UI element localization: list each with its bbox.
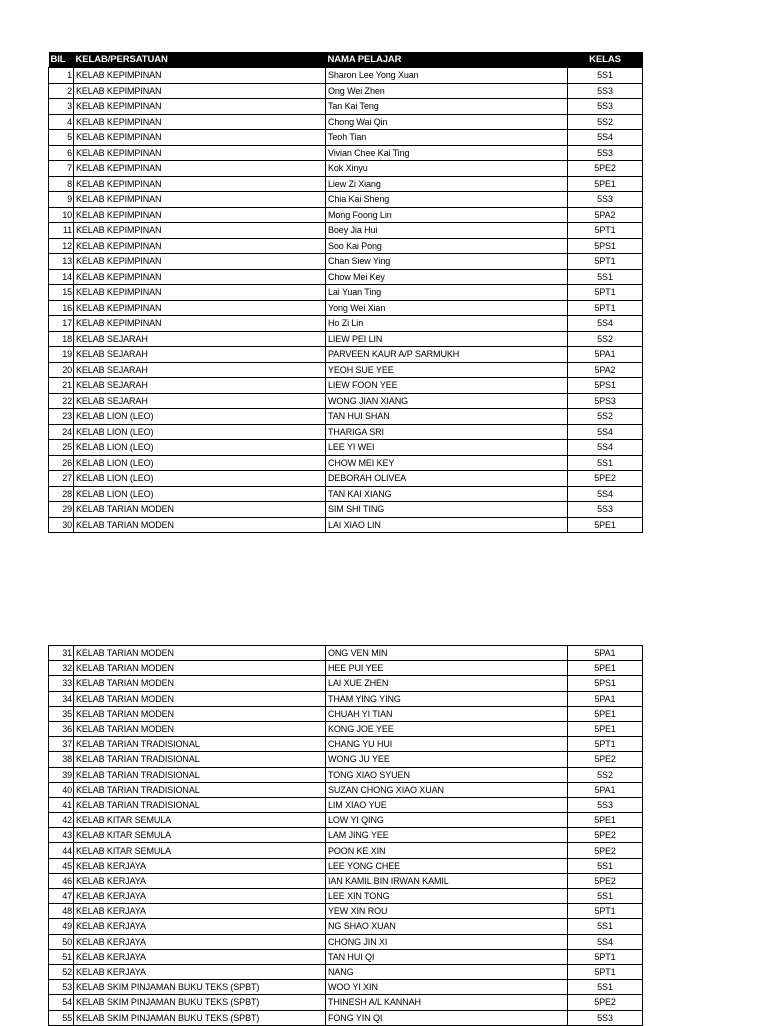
cell-kelas: 5PA1 (568, 782, 643, 797)
table-row (49, 393, 643, 409)
cell-kelas: 5PA1 (568, 691, 643, 706)
cell-bil: 45 (49, 858, 74, 873)
student-club-table-2 (48, 645, 643, 1026)
cell-kelas: 5PT1 (568, 300, 643, 316)
cell-bil: 9 (49, 192, 74, 208)
cell-nama: NANG (326, 964, 568, 979)
cell-bil: 46 (49, 873, 74, 888)
table-row (49, 331, 643, 347)
cell-nama: LAI XUE ZHEN (326, 676, 568, 691)
table-row (49, 192, 643, 208)
cell-bil: 49 (49, 919, 74, 934)
cell-bil: 28 (49, 486, 74, 502)
cell-nama: THAM YING YING (326, 691, 568, 706)
cell-bil: 16 (49, 300, 74, 316)
cell-nama: LAM JING YEE (326, 828, 568, 843)
cell-kelab: KELAB LION (LEO) (74, 486, 326, 502)
table-row (49, 858, 643, 873)
cell-kelab: KELAB SEJARAH (74, 362, 326, 378)
cell-kelab: KELAB KEPIMPINAN (74, 285, 326, 301)
cell-bil: 42 (49, 813, 74, 828)
cell-bil: 22 (49, 393, 74, 409)
cell-nama: LOW YI QING (326, 813, 568, 828)
cell-bil: 39 (49, 767, 74, 782)
table-row (49, 904, 643, 919)
cell-bil: 13 (49, 254, 74, 270)
cell-nama: Mong Foong Lin (326, 207, 568, 223)
cell-kelas: 5PE2 (568, 471, 643, 487)
cell-kelab: KELAB KERJAYA (74, 934, 326, 949)
cell-bil: 26 (49, 455, 74, 471)
cell-bil: 6 (49, 145, 74, 161)
table-row (49, 661, 643, 676)
table-row (49, 813, 643, 828)
cell-nama: POON KE XIN (326, 843, 568, 858)
cell-kelas: 5S4 (568, 316, 643, 332)
table-row (49, 889, 643, 904)
cell-kelas: 5PE2 (568, 873, 643, 888)
cell-kelab: KELAB KEPIMPINAN (74, 192, 326, 208)
cell-nama: Sharon Lee Yong Xuan (326, 68, 568, 84)
cell-kelas: 5S3 (568, 1010, 643, 1025)
cell-kelab: KELAB KERJAYA (74, 904, 326, 919)
cell-bil: 53 (49, 980, 74, 995)
cell-kelas: 5S3 (568, 192, 643, 208)
cell-bil: 17 (49, 316, 74, 332)
table-row (49, 646, 643, 661)
cell-kelas: 5PE2 (568, 161, 643, 177)
table-row (49, 440, 643, 456)
header-nama: NAMA PELAJAR (326, 52, 568, 68)
table-row (49, 706, 643, 721)
cell-nama: Soo Kai Pong (326, 238, 568, 254)
table-row (49, 424, 643, 440)
table-row (49, 223, 643, 239)
cell-nama: LIEW FOON YEE (326, 378, 568, 394)
header-kelas: KELAS (568, 52, 643, 68)
cell-kelab: KELAB SKIM PINJAMAN BUKU TEKS (SPBT) (74, 995, 326, 1010)
table-row (49, 347, 643, 363)
cell-nama: HEE PUI YEE (326, 661, 568, 676)
cell-bil: 50 (49, 934, 74, 949)
table-row (49, 130, 643, 146)
cell-kelas: 5S2 (568, 767, 643, 782)
cell-bil: 14 (49, 269, 74, 285)
cell-kelab: KELAB LION (LEO) (74, 424, 326, 440)
cell-kelas: 5PE1 (568, 706, 643, 721)
table-row (49, 934, 643, 949)
table-row (49, 919, 643, 934)
cell-kelas: 5S1 (568, 858, 643, 873)
table-row (49, 285, 643, 301)
cell-nama: THARIGA SRI (326, 424, 568, 440)
cell-nama: Chong Wai Qin (326, 114, 568, 130)
cell-kelab: KELAB TARIAN TRADISIONAL (74, 767, 326, 782)
cell-bil: 27 (49, 471, 74, 487)
cell-bil: 1 (49, 68, 74, 84)
table-row (49, 995, 643, 1010)
cell-nama: Lai Yuan Ting (326, 285, 568, 301)
cell-kelas: 5PT1 (568, 285, 643, 301)
cell-kelab: KELAB SKIM PINJAMAN BUKU TEKS (SPBT) (74, 980, 326, 995)
cell-nama: YEOH SUE YEE (326, 362, 568, 378)
cell-kelas: 5S3 (568, 99, 643, 115)
cell-nama: SUZAN CHONG XIAO XUAN (326, 782, 568, 797)
cell-kelab: KELAB KITAR SEMULA (74, 813, 326, 828)
cell-nama: WOO YI XIN (326, 980, 568, 995)
cell-kelab: KELAB KEPIMPINAN (74, 300, 326, 316)
cell-kelab: KELAB KEPIMPINAN (74, 254, 326, 270)
cell-kelas: 5PE2 (568, 995, 643, 1010)
cell-bil: 35 (49, 706, 74, 721)
cell-kelas: 5PE2 (568, 843, 643, 858)
table-row (49, 161, 643, 177)
header-kelab: KELAB/PERSATUAN (74, 52, 326, 68)
table-row (49, 828, 643, 843)
cell-kelab: KELAB KEPIMPINAN (74, 161, 326, 177)
table-row (49, 486, 643, 502)
cell-bil: 11 (49, 223, 74, 239)
cell-bil: 18 (49, 331, 74, 347)
table-row (49, 269, 643, 285)
cell-bil: 41 (49, 797, 74, 812)
cell-nama: LEE YI WEI (326, 440, 568, 456)
cell-kelab: KELAB TARIAN MODEN (74, 517, 326, 533)
cell-kelas: 5PE2 (568, 828, 643, 843)
cell-kelab: KELAB LION (LEO) (74, 409, 326, 425)
cell-kelas: 5S4 (568, 424, 643, 440)
cell-kelab: KELAB KEPIMPINAN (74, 223, 326, 239)
cell-nama: CHUAH YI TIAN (326, 706, 568, 721)
cell-nama: KONG JOE YEE (326, 721, 568, 736)
cell-kelab: KELAB SEJARAH (74, 378, 326, 394)
cell-kelab: KELAB SEJARAH (74, 331, 326, 347)
cell-bil: 2 (49, 83, 74, 99)
cell-nama: LAI XIAO LIN (326, 517, 568, 533)
cell-kelas: 5PA2 (568, 207, 643, 223)
cell-bil: 33 (49, 676, 74, 691)
cell-nama: YEW XIN ROU (326, 904, 568, 919)
cell-bil: 29 (49, 502, 74, 518)
cell-nama: TONG XIAO SYUEN (326, 767, 568, 782)
cell-kelas: 5S4 (568, 440, 643, 456)
cell-kelas: 5PT1 (568, 964, 643, 979)
header-row (49, 52, 643, 68)
cell-kelas: 5PE1 (568, 661, 643, 676)
cell-bil: 40 (49, 782, 74, 797)
table-header (49, 52, 643, 68)
cell-nama: Ong Wei Zhen (326, 83, 568, 99)
cell-kelab: KELAB KERJAYA (74, 949, 326, 964)
cell-bil: 51 (49, 949, 74, 964)
cell-kelas: 5PE1 (568, 721, 643, 736)
cell-kelab: KELAB TARIAN TRADISIONAL (74, 752, 326, 767)
cell-nama: NG SHAO XUAN (326, 919, 568, 934)
cell-kelas: 5PE1 (568, 813, 643, 828)
cell-kelas: 5PA1 (568, 646, 643, 661)
cell-kelas: 5S3 (568, 83, 643, 99)
cell-kelab: KELAB KEPIMPINAN (74, 68, 326, 84)
cell-kelas: 5PT1 (568, 904, 643, 919)
cell-nama: Chia Kai Sheng (326, 192, 568, 208)
cell-kelab: KELAB TARIAN TRADISIONAL (74, 737, 326, 752)
cell-nama: LIEW PEI LIN (326, 331, 568, 347)
cell-kelas: 5S3 (568, 145, 643, 161)
cell-kelas: 5PT1 (568, 737, 643, 752)
cell-bil: 7 (49, 161, 74, 177)
table-row (49, 517, 643, 533)
cell-kelab: KELAB KERJAYA (74, 873, 326, 888)
cell-bil: 10 (49, 207, 74, 223)
cell-nama: Tan Kai Teng (326, 99, 568, 115)
cell-nama: Chow Mei Key (326, 269, 568, 285)
table-row (49, 99, 643, 115)
table-row (49, 455, 643, 471)
cell-nama: CHOW MEI KEY (326, 455, 568, 471)
table-row (49, 176, 643, 192)
cell-kelab: KELAB KEPIMPINAN (74, 114, 326, 130)
cell-bil: 24 (49, 424, 74, 440)
cell-kelab: KELAB TARIAN MODEN (74, 706, 326, 721)
cell-kelab: KELAB TARIAN MODEN (74, 676, 326, 691)
cell-nama: Vivian Chee Kai Ting (326, 145, 568, 161)
cell-bil: 44 (49, 843, 74, 858)
table-row (49, 254, 643, 270)
cell-bil: 21 (49, 378, 74, 394)
cell-nama: DEBORAH OLIVEA (326, 471, 568, 487)
cell-kelab: KELAB KERJAYA (74, 964, 326, 979)
cell-nama: Liew Zi Xiang (326, 176, 568, 192)
cell-bil: 47 (49, 889, 74, 904)
cell-bil: 36 (49, 721, 74, 736)
cell-kelas: 5S4 (568, 934, 643, 949)
cell-kelas: 5PS1 (568, 676, 643, 691)
cell-nama: LEE XIN TONG (326, 889, 568, 904)
cell-nama: TAN KAI XIANG (326, 486, 568, 502)
cell-kelas: 5PA2 (568, 362, 643, 378)
cell-nama: CHONG JIN XI (326, 934, 568, 949)
table-row (49, 409, 643, 425)
cell-kelab: KELAB KEPIMPINAN (74, 176, 326, 192)
cell-kelab: KELAB KEPIMPINAN (74, 269, 326, 285)
header-bil: BIL (49, 52, 74, 68)
table-row (49, 721, 643, 736)
cell-kelab: KELAB KITAR SEMULA (74, 828, 326, 843)
cell-bil: 15 (49, 285, 74, 301)
cell-nama: WONG JU YEE (326, 752, 568, 767)
table-row (49, 316, 643, 332)
cell-nama: WONG JIAN XIANG (326, 393, 568, 409)
cell-kelas: 5S2 (568, 409, 643, 425)
cell-bil: 12 (49, 238, 74, 254)
table-row (49, 207, 643, 223)
cell-kelas: 5S1 (568, 68, 643, 84)
cell-kelab: KELAB SEJARAH (74, 347, 326, 363)
cell-kelas: 5PT1 (568, 254, 643, 270)
cell-bil: 4 (49, 114, 74, 130)
table-row (49, 752, 643, 767)
cell-bil: 48 (49, 904, 74, 919)
cell-nama: THINESH A/L KANNAH (326, 995, 568, 1010)
cell-nama: SIM SHI TING (326, 502, 568, 518)
cell-bil: 34 (49, 691, 74, 706)
cell-kelab: KELAB KEPIMPINAN (74, 83, 326, 99)
cell-bil: 30 (49, 517, 74, 533)
cell-bil: 19 (49, 347, 74, 363)
cell-kelab: KELAB TARIAN TRADISIONAL (74, 782, 326, 797)
table-row (49, 238, 643, 254)
cell-kelas: 5PS1 (568, 238, 643, 254)
cell-kelab: KELAB TARIAN TRADISIONAL (74, 797, 326, 812)
cell-kelas: 5S1 (568, 889, 643, 904)
cell-nama: TAN HUI SHAN (326, 409, 568, 425)
cell-nama: Ho Zi Lin (326, 316, 568, 332)
cell-kelab: KELAB KERJAYA (74, 919, 326, 934)
table-row (49, 68, 643, 84)
cell-nama: PARVEEN KAUR A/P SARMUKH (326, 347, 568, 363)
cell-nama: Yong Wei Xian (326, 300, 568, 316)
table-row (49, 767, 643, 782)
cell-kelas: 5S3 (568, 797, 643, 812)
cell-kelas: 5PA1 (568, 347, 643, 363)
table-row (49, 964, 643, 979)
cell-kelab: KELAB LION (LEO) (74, 471, 326, 487)
cell-kelas: 5S1 (568, 919, 643, 934)
cell-bil: 43 (49, 828, 74, 843)
cell-bil: 32 (49, 661, 74, 676)
cell-kelab: KELAB SEJARAH (74, 393, 326, 409)
cell-bil: 37 (49, 737, 74, 752)
cell-kelab: KELAB LION (LEO) (74, 440, 326, 456)
cell-nama: CHANG YU HUI (326, 737, 568, 752)
cell-nama: FONG YIN QI (326, 1010, 568, 1025)
cell-kelab: KELAB KEPIMPINAN (74, 316, 326, 332)
cell-kelas: 5PT1 (568, 223, 643, 239)
cell-nama: Chan Siew Ying (326, 254, 568, 270)
cell-kelab: KELAB KITAR SEMULA (74, 843, 326, 858)
table-row (49, 737, 643, 752)
student-club-table-1 (48, 52, 643, 533)
cell-kelab: KELAB KERJAYA (74, 889, 326, 904)
table-row (49, 949, 643, 964)
cell-kelab: KELAB SKIM PINJAMAN BUKU TEKS (SPBT) (74, 1010, 326, 1025)
table-row (49, 145, 643, 161)
cell-nama: Kok Xinyu (326, 161, 568, 177)
cell-bil: 8 (49, 176, 74, 192)
table-body (49, 646, 643, 1026)
table-row (49, 873, 643, 888)
cell-kelas: 5PE1 (568, 176, 643, 192)
table-row (49, 1010, 643, 1025)
cell-kelab: KELAB KERJAYA (74, 858, 326, 873)
cell-bil: 52 (49, 964, 74, 979)
cell-bil: 3 (49, 99, 74, 115)
cell-kelas: 5S2 (568, 114, 643, 130)
table-row (49, 676, 643, 691)
cell-kelas: 5S1 (568, 455, 643, 471)
cell-bil: 25 (49, 440, 74, 456)
table-row (49, 797, 643, 812)
table-row (49, 691, 643, 706)
table-body (49, 68, 643, 533)
table-row (49, 362, 643, 378)
cell-nama: LIM XIAO YUE (326, 797, 568, 812)
cell-kelas: 5S2 (568, 331, 643, 347)
cell-kelab: KELAB KEPIMPINAN (74, 145, 326, 161)
table-row (49, 980, 643, 995)
cell-kelab: KELAB LION (LEO) (74, 455, 326, 471)
cell-bil: 38 (49, 752, 74, 767)
cell-bil: 55 (49, 1010, 74, 1025)
cell-bil: 54 (49, 995, 74, 1010)
cell-nama: IAN KAMIL BIN IRWAN KAMIL (326, 873, 568, 888)
cell-bil: 20 (49, 362, 74, 378)
table-row (49, 843, 643, 858)
cell-nama: Boey Jia Hui (326, 223, 568, 239)
cell-nama: ONG VEN MIN (326, 646, 568, 661)
cell-kelas: 5PS1 (568, 378, 643, 394)
cell-kelab: KELAB TARIAN MODEN (74, 691, 326, 706)
cell-kelas: 5PE2 (568, 752, 643, 767)
cell-kelas: 5S1 (568, 269, 643, 285)
cell-kelas: 5PS3 (568, 393, 643, 409)
cell-nama: TAN HUI QI (326, 949, 568, 964)
cell-kelab: KELAB TARIAN MODEN (74, 721, 326, 736)
cell-kelab: KELAB TARIAN MODEN (74, 502, 326, 518)
cell-nama: Teoh Tian (326, 130, 568, 146)
cell-kelab: KELAB KEPIMPINAN (74, 99, 326, 115)
cell-kelab: KELAB KEPIMPINAN (74, 207, 326, 223)
cell-kelab: KELAB TARIAN MODEN (74, 646, 326, 661)
table-row (49, 83, 643, 99)
cell-kelas: 5S3 (568, 502, 643, 518)
table-row (49, 782, 643, 797)
cell-kelas: 5S4 (568, 130, 643, 146)
cell-bil: 23 (49, 409, 74, 425)
table-row (49, 300, 643, 316)
cell-kelas: 5PT1 (568, 949, 643, 964)
cell-nama: LEE YONG CHEE (326, 858, 568, 873)
table-row (49, 378, 643, 394)
cell-kelab: KELAB KEPIMPINAN (74, 238, 326, 254)
table-row (49, 471, 643, 487)
cell-kelab: KELAB TARIAN MODEN (74, 661, 326, 676)
cell-kelas: 5S4 (568, 486, 643, 502)
cell-bil: 5 (49, 130, 74, 146)
cell-kelas: 5S1 (568, 980, 643, 995)
table-row (49, 114, 643, 130)
cell-kelab: KELAB KEPIMPINAN (74, 130, 326, 146)
table-row (49, 502, 643, 518)
cell-kelas: 5PE1 (568, 517, 643, 533)
cell-bil: 31 (49, 646, 74, 661)
